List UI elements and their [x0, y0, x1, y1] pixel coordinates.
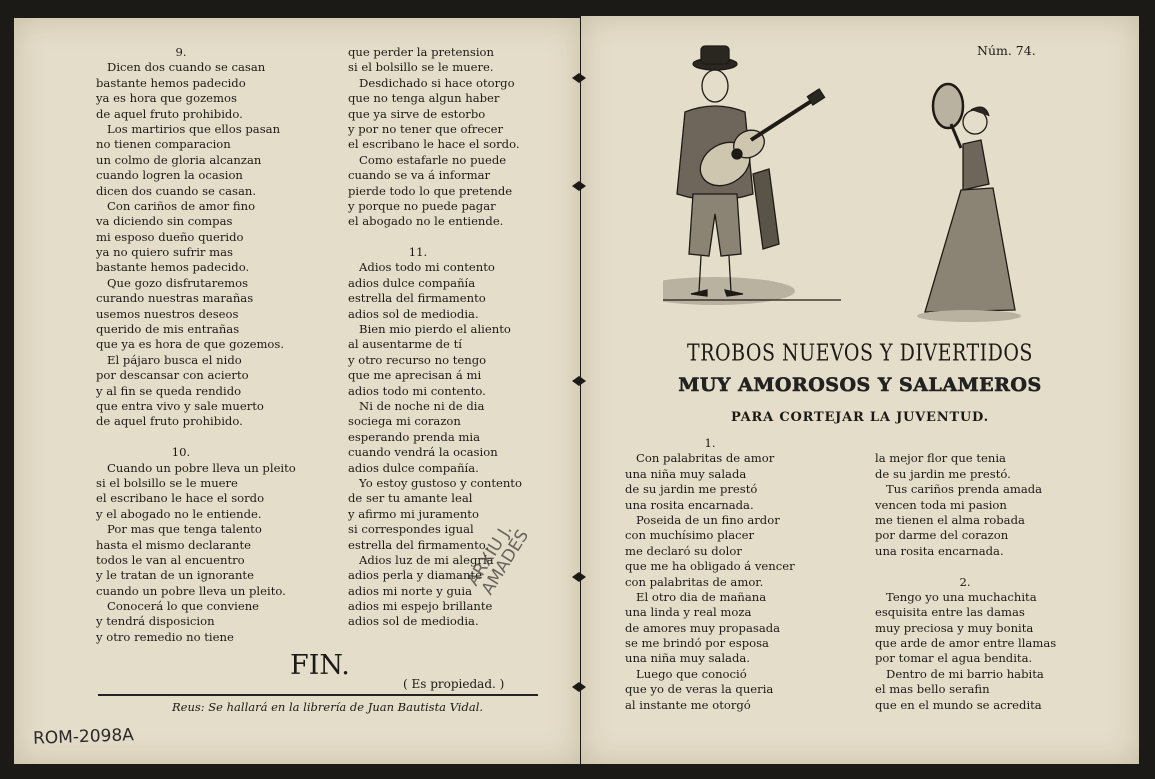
- left-column-1: [96, 45, 336, 645]
- stanza-number: 9.: [175, 45, 187, 59]
- verse-line: no tienen comparacion: [96, 137, 231, 152]
- verse-line: de aquel fruto prohibido.: [96, 106, 243, 121]
- right-column-2: [875, 436, 1125, 713]
- verse-line: Que gozo disfrutaremos: [96, 275, 249, 290]
- verse-line: que arde de amor entre llamas: [875, 636, 1057, 651]
- verse-line: Los martirios que ellos pasan: [96, 121, 281, 136]
- verse-line: Poseida de un fino ardor: [625, 512, 780, 527]
- verse-line: vencen toda mi pasion: [875, 497, 1007, 512]
- verse-line: el mas bello serafin: [875, 682, 990, 697]
- verse-line: que ya es hora de que gozemos.: [96, 337, 285, 352]
- verse-line: Adios todo mi contento: [348, 260, 495, 275]
- footer-imprint: Reus: Se hallará en la librería de Juan Bautista Vidal.: [172, 700, 484, 714]
- verse-line: que ya sirve de estorbo: [348, 106, 486, 121]
- verse-line: y por no tener que ofrecer: [348, 121, 504, 136]
- verse-line: que me aprecisan á mi: [348, 368, 482, 383]
- verse-line: de su jardin me prestó: [625, 482, 758, 497]
- verse-line: y al fin se queda rendido: [96, 383, 242, 398]
- verse-line: va diciendo sin compas: [96, 214, 233, 229]
- verse-line: esperando prenda mia: [348, 429, 481, 444]
- title-line-3-wrap: [581, 406, 1139, 425]
- verse-line: de amores muy propasada: [625, 620, 781, 635]
- verse-line: mi esposo dueño querido: [96, 229, 244, 244]
- verse-line: la mejor flor que tenia: [875, 451, 1006, 466]
- verse-line: querido de mis entrañas: [96, 322, 240, 337]
- stanza-number: 10.: [171, 445, 191, 460]
- verse-line: [348, 230, 558, 245]
- verse-line: Con palabritas de amor: [625, 451, 775, 466]
- verse-line: Luego que conoció: [625, 666, 747, 681]
- right-page: [581, 16, 1139, 764]
- verse-line: el escribano le hace el sordo: [96, 491, 265, 506]
- verse-line: y el abogado no le entiende.: [96, 506, 262, 521]
- verse-line: cuando se va á informar: [348, 168, 491, 183]
- verse-line: de su jardin me prestó.: [875, 466, 1011, 481]
- verse-line: con muchísimo placer: [625, 528, 755, 543]
- verse-line: que me ha obligado á vencer: [625, 559, 795, 574]
- verse-line: El otro dia de mañana: [625, 589, 767, 604]
- verse-line: de ser tu amante leal: [348, 491, 473, 506]
- verse-line: de aquel fruto prohibido.: [96, 414, 243, 429]
- verse-line: con palabritas de amor.: [625, 574, 764, 589]
- verse-line: y tendrá disposicion: [96, 614, 215, 629]
- title-line-2: MUY AMOROSOS Y SALAMEROS: [678, 374, 1042, 396]
- verse-line: me tienen el alma robada: [875, 512, 1025, 527]
- verse-line: Dicen dos cuando se casan: [96, 60, 266, 75]
- verse-line: un colmo de gloria alcanzan: [96, 152, 262, 167]
- verse-line: bastante hemos padecido.: [96, 260, 250, 275]
- verse-line: Yo estoy gustoso y contento: [348, 475, 522, 490]
- verse-line: Bien mio pierdo el aliento: [348, 322, 511, 337]
- verse-line: adios sol de mediodia.: [348, 614, 479, 629]
- verse-line: bastante hemos padecido: [96, 75, 246, 90]
- verse-line: que entra vivo y sale muerto: [96, 398, 264, 413]
- verse-line: ya no quiero sufrir mas: [96, 245, 233, 260]
- verse-line: adios mi espejo brillante: [348, 599, 493, 614]
- verse-line: se me brindó por esposa: [625, 636, 769, 651]
- verse-line: Por mas que tenga talento: [96, 522, 262, 537]
- verse-line: todos le van al encuentro: [96, 552, 245, 567]
- verse-line: dicen dos cuando se casan.: [96, 183, 257, 198]
- stanza-number: 2.: [959, 574, 971, 589]
- verse-line: usemos nuestros deseos: [96, 306, 239, 321]
- footer-rule: [98, 694, 538, 696]
- verse-line: cuando vendrá la ocasion: [348, 445, 498, 460]
- left-page: [14, 18, 580, 764]
- propiedad-note: ( Es propiedad. ): [403, 677, 505, 691]
- verse-line: y le tratan de un ignorante: [96, 568, 254, 583]
- verse-line: que no tenga algun haber: [348, 91, 500, 106]
- verse-line: El pájaro busca el nido: [96, 352, 242, 367]
- woodcut-illustration: [663, 44, 1043, 332]
- verse-line: al instante me otorgó: [625, 697, 751, 712]
- verse-line: Ni de noche ni de dia: [348, 398, 485, 413]
- verse-line: si el bolsillo se le muere: [96, 475, 238, 490]
- issue-number: Núm. 74.: [977, 43, 1036, 58]
- verse-line: Tus cariños prenda amada: [875, 482, 1043, 497]
- verse-line: y otro recurso no tengo: [348, 352, 487, 367]
- verse-line: muy preciosa y muy bonita: [875, 620, 1034, 635]
- stanza-number: 11.: [408, 245, 428, 260]
- verse-line: cuando un pobre lleva un pleito.: [96, 583, 286, 598]
- verse-line: estrella del firmamento: [348, 291, 486, 306]
- guitar-player-figure: [663, 46, 841, 305]
- verse-line: Cuando un pobre lleva un pleito: [96, 460, 296, 475]
- stanza-number: 1.: [704, 436, 716, 450]
- right-column-1: [625, 436, 865, 713]
- verse-line: Desdichado si hace otorgo: [348, 75, 515, 90]
- verse-line: curando nuestras marañas: [96, 291, 254, 306]
- verse-line: estrella del firmamento.: [348, 537, 490, 552]
- verse-line: esquisita entre las damas: [875, 605, 1025, 620]
- verse-line: adios dulce compañía: [348, 275, 476, 290]
- verse-line: adios dulce compañía.: [348, 460, 479, 475]
- archive-stamp: ARXIU J. AMADES: [463, 520, 534, 599]
- verse-line: una linda y real moza: [625, 605, 752, 620]
- tambourine-woman-figure: [917, 84, 1021, 322]
- title-line-2-wrap: [581, 374, 1139, 396]
- verse-line: cuando logren la ocasion: [96, 168, 243, 183]
- verse-line: una niña muy salada: [625, 466, 747, 481]
- verse-line: una rosita encarnada.: [625, 497, 754, 512]
- verse-line: una rosita encarnada.: [875, 543, 1004, 558]
- verse-line: por darme del corazon: [875, 528, 1009, 543]
- verse-line: Como estafarle no puede: [348, 152, 507, 167]
- verse-line: si el bolsillo se le muere.: [348, 60, 494, 75]
- verse-line: si correspondes igual: [348, 522, 474, 537]
- verse-line: [96, 430, 336, 445]
- verse-line: y afirmo mi juramento: [348, 506, 479, 521]
- verse-line: [875, 559, 1125, 574]
- verse-line: por tomar el agua bendita.: [875, 651, 1033, 666]
- verse-line: ya es hora que gozemos: [96, 91, 237, 106]
- verse-line: adios perla y diamante: [348, 568, 482, 583]
- verse-line: y otro remedio no tiene: [96, 629, 234, 644]
- verse-line: adios mi norte y guia: [348, 583, 472, 598]
- verse-line: adios sol de mediodia.: [348, 306, 479, 321]
- verse-line: y porque no puede pagar: [348, 198, 496, 213]
- verse-line: por descansar con acierto: [96, 368, 249, 383]
- verse-line: una niña muy salada.: [625, 651, 750, 666]
- title-line-3: PARA CORTEJAR LA JUVENTUD.: [731, 410, 989, 425]
- verse-line: el escribano le hace el sordo.: [348, 137, 520, 152]
- handwritten-shelfmark: ROM-2098A: [32, 725, 135, 749]
- verse-line: hasta el mismo declarante: [96, 537, 251, 552]
- verse-line: que en el mundo se acredita: [875, 697, 1042, 712]
- verse-line: Dentro de mi barrio habita: [875, 666, 1044, 681]
- verse-line: Conocerá lo que conviene: [96, 599, 260, 614]
- verse-line: Adios luz de mi alegría: [348, 552, 494, 567]
- verse-line: me declaró su dolor: [625, 543, 742, 558]
- fin-text: FIN.: [290, 650, 350, 681]
- verse-line: sociega mi corazon: [348, 414, 461, 429]
- verse-line: que yo de veras la queria: [625, 682, 774, 697]
- verse-line: el abogado no le entiende.: [348, 214, 504, 229]
- verse-line: adios todo mi contento.: [348, 383, 486, 398]
- verse-line: [875, 436, 1125, 451]
- verse-line: que perder la pretension: [348, 45, 494, 59]
- title-line-1-wrap: [581, 339, 1139, 367]
- verse-line: al ausentarme de tí: [348, 337, 462, 352]
- verse-line: Tengo yo una muchachita: [875, 589, 1037, 604]
- title-line-1: TROBOS NUEVOS Y DIVERTIDOS: [687, 339, 1033, 367]
- verse-line: Con cariños de amor fino: [96, 198, 256, 213]
- verse-line: pierde todo lo que pretende: [348, 183, 513, 198]
